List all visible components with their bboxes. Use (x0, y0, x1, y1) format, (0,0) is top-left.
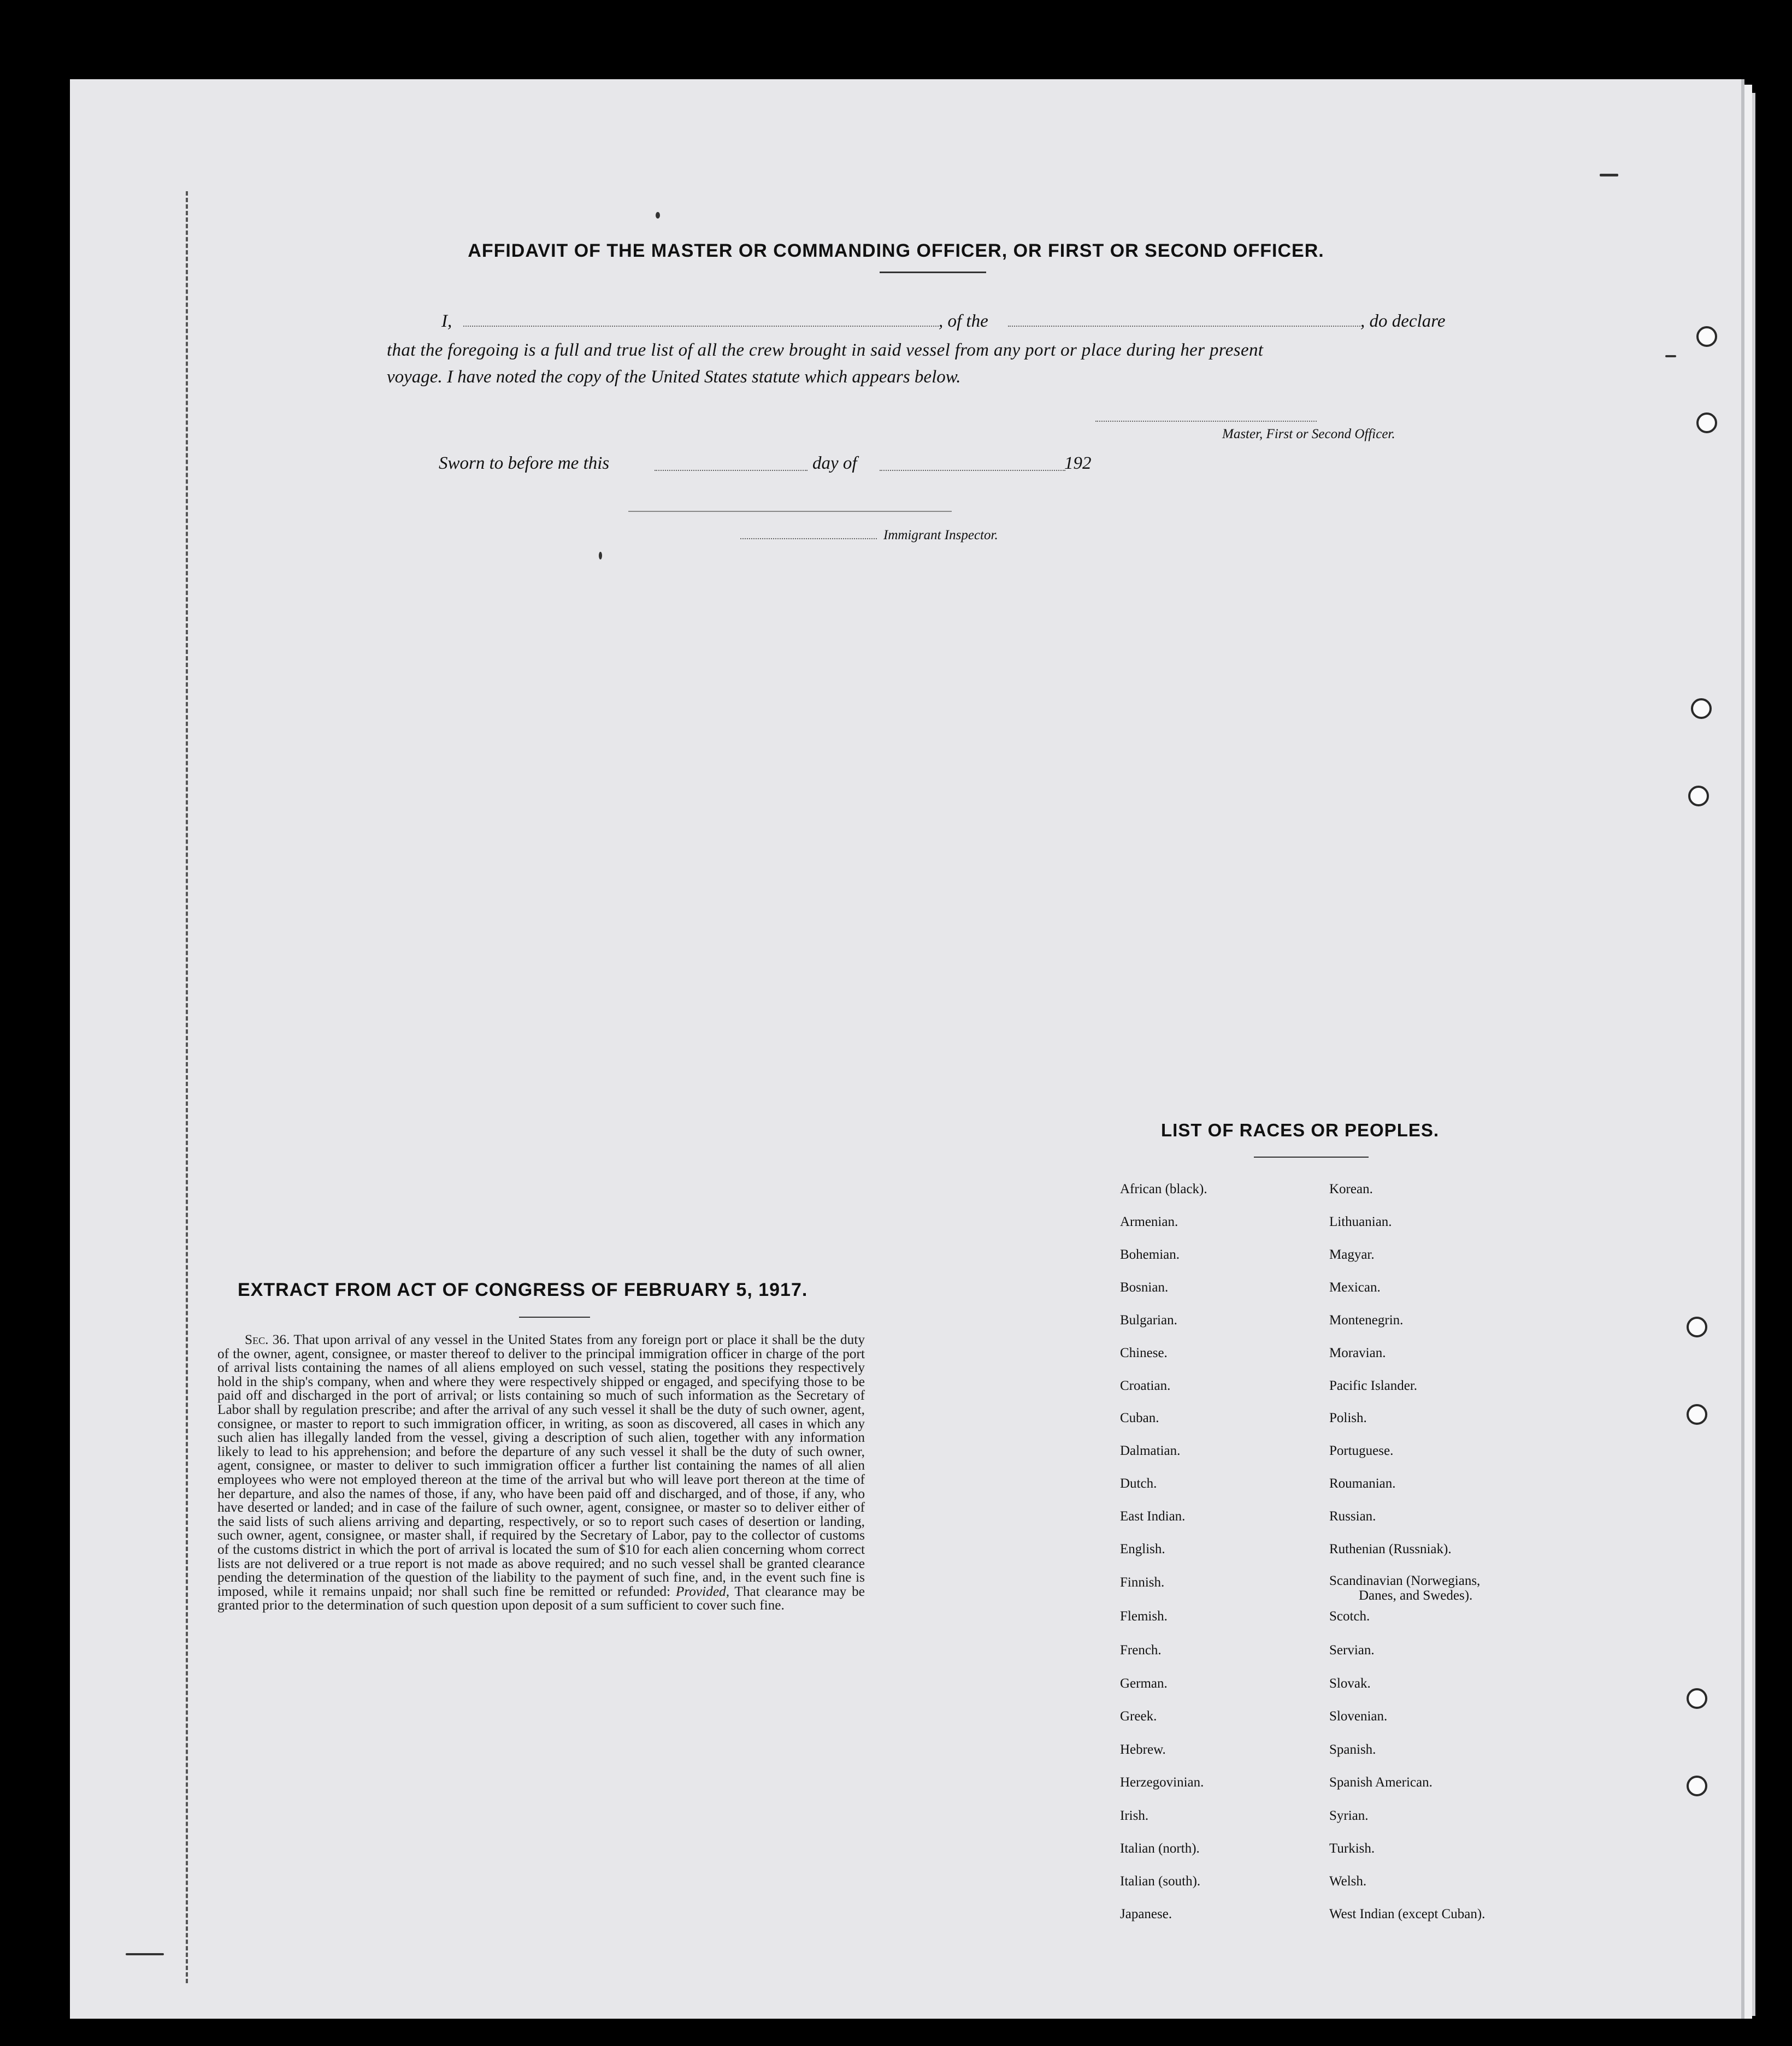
affidavit-title: AFFIDAVIT OF THE MASTER OR COMMANDING OFFICER, OR FIRST OR SECOND OFFICER. (468, 240, 1324, 261)
sworn-month-blank (880, 470, 1065, 471)
race-left: Bohemian. (1120, 1247, 1180, 1262)
race-left: Bosnian. (1120, 1280, 1169, 1295)
race-left: Dutch. (1120, 1476, 1157, 1491)
race-left: Hebrew. (1120, 1742, 1166, 1757)
race-right: Montenegrin. (1329, 1313, 1404, 1328)
ink-speck (599, 552, 602, 559)
race-right: Spanish American. (1329, 1775, 1433, 1790)
punch-hole (1688, 786, 1709, 806)
race-right: Ruthenian (Russniak). (1329, 1542, 1452, 1556)
inspector-label: Immigrant Inspector. (883, 528, 998, 543)
ink-mark (1665, 355, 1676, 357)
affidavit-i: I, (441, 311, 452, 331)
race-left: Greek. (1120, 1709, 1157, 1724)
race-left: Italian (north). (1120, 1841, 1200, 1856)
page-edge-shadow (1752, 93, 1755, 2016)
ink-mark (1600, 174, 1618, 176)
affidavit-of-the: , of the (939, 311, 988, 331)
proviso-text: That clearance may be granted prior to the determination of such question upon deposit of a sum sufficient to cover such fine. (217, 1583, 865, 1613)
affidavit-line2: that the foregoing is a full and true list of all the crew brought in said vessel from any port or place during her present (387, 340, 1264, 360)
race-left: Armenian. (1120, 1214, 1178, 1229)
race-left: Flemish. (1120, 1609, 1168, 1624)
race-right: Scotch. (1329, 1609, 1370, 1624)
races-title: LIST OF RACES OR PEOPLES. (1161, 1120, 1440, 1140)
section-label: Sec. 36. (245, 1332, 290, 1347)
race-left: African (black). (1120, 1182, 1207, 1196)
extract-title-underline (519, 1317, 590, 1318)
section-text: That upon arrival of any vessel in the United States from any foreign port or place it shall be the duty of the owner, agent, consignee, or master thereof to deliver to the principal immigration officer in charge of the port of arrival lists containing the names of all aliens employed on such vessel, stating the positions they respectively hold in the ship's company, when and where they were respectively shipped or engaged, and specifying those to be paid off and discharged in the port of arrival; or lists containing so much of such information as the Secretary of Labor shall by regulation prescribe; and after the arrival of any such vessel it shall be the duty of such owner, agent, consignee, or master to report to such immigration officer, in writing, as soon as discovered, all cases in which any such alien has illegally landed from the vessel, giving a description of such alien, together with any information likely to lead to his apprehension; and before the departure of any such vessel it shall be the duty of such owner, agent, consignee, or master to deliver to such immigration officer a further list containing the names of all alien employees who were not employed thereon at the time of the arrival but who will leave port thereon at the time of her departure, and also the names of those, if any, who have been paid off and discharged, and of those, if any, who have deserted or landed; and in case of the failure of such owner, agent, consignee, or master so to deliver either of the said lists of such aliens arriving and departing, respectively, or so to report such cases of desertion or landing, such owner, agent, consignee, or master shall, if required by the Secretary of Labor, pay to the collector of customs of the customs district in which the port of arrival is located the sum of $10 for each alien concerning whom correct lists are not delivered or a true report is not made as above required; and no such vessel shall be granted clearance pending the determination of the question of the liability to the payment of such fine, and, in the event such fine is imposed, while it remains unpaid; nor shall such fine be remitted or refunded: (217, 1332, 865, 1599)
race-left: Dalmatian. (1120, 1443, 1181, 1458)
race-left: English. (1120, 1542, 1165, 1556)
race-right: West Indian (except Cuban). (1329, 1907, 1486, 1921)
race-left: Finnish. (1120, 1575, 1165, 1590)
extract-body (217, 1333, 865, 1613)
sworn-year: 192 (1064, 453, 1092, 473)
race-left: German. (1120, 1676, 1168, 1691)
sworn-text: Sworn to before me this (439, 453, 610, 473)
ink-mark (126, 1953, 164, 1955)
race-left: Herzegovinian. (1120, 1775, 1204, 1790)
race-right: Spanish. (1329, 1742, 1376, 1757)
race-right: Slovenian. (1329, 1709, 1388, 1724)
race-left: Croatian. (1120, 1378, 1171, 1393)
punch-hole (1687, 1688, 1707, 1709)
race-right: Roumanian. (1329, 1476, 1396, 1491)
race-right: Syrian. (1329, 1808, 1369, 1823)
punch-hole (1687, 1317, 1707, 1337)
race-right: Portuguese. (1329, 1443, 1394, 1458)
sworn-day-of: day of (812, 453, 857, 473)
race-right: Mexican. (1329, 1280, 1381, 1295)
punch-hole (1696, 326, 1717, 347)
affidavit-line3: voyage. I have noted the copy of the United States statute which appears below. (387, 367, 961, 387)
race-right: Welsh. (1329, 1874, 1367, 1889)
proviso-label: Provided, (675, 1583, 730, 1599)
page-edge (1744, 85, 1752, 2019)
race-left: French. (1120, 1643, 1162, 1658)
title-underline (880, 272, 986, 273)
race-left: Italian (south). (1120, 1874, 1201, 1889)
name-blank (463, 326, 939, 327)
inspector-blank (740, 538, 877, 539)
race-right: Magyar. (1329, 1247, 1375, 1262)
race-right-continued: Danes, and Swedes). (1359, 1588, 1473, 1603)
sworn-day-blank (655, 470, 807, 471)
race-left: East Indian. (1120, 1509, 1186, 1524)
signature-label: Master, First or Second Officer. (1222, 427, 1395, 441)
race-right: Servian. (1329, 1643, 1375, 1658)
race-right: Pacific Islander. (1329, 1378, 1418, 1393)
affidavit-do-declare: , do declare (1360, 311, 1446, 331)
ink-speck (656, 212, 660, 219)
punch-hole (1691, 698, 1712, 719)
race-left: Irish. (1120, 1808, 1149, 1823)
inspector-signature-line (628, 511, 952, 512)
race-right: Russian. (1329, 1509, 1376, 1524)
race-right: Polish. (1329, 1411, 1367, 1425)
race-right: Moravian. (1329, 1346, 1386, 1360)
race-right: Scandinavian (Norwegians, (1329, 1573, 1481, 1588)
signature-blank (1095, 421, 1317, 422)
punch-hole (1687, 1404, 1707, 1425)
extract-title: EXTRACT FROM ACT OF CONGRESS OF FEBRUARY 5, 1917. (238, 1280, 808, 1300)
races-title-underline (1254, 1157, 1369, 1158)
race-right: Korean. (1329, 1182, 1373, 1196)
race-left: Bulgarian. (1120, 1313, 1177, 1328)
race-right: Turkish. (1329, 1841, 1375, 1856)
race-right: Slovak. (1329, 1676, 1371, 1691)
race-left: Japanese. (1120, 1907, 1172, 1921)
race-left: Cuban. (1120, 1411, 1159, 1425)
vessel-blank (1008, 326, 1360, 327)
race-right: Lithuanian. (1329, 1214, 1392, 1229)
punch-hole (1687, 1776, 1707, 1796)
punch-hole (1696, 412, 1717, 433)
binding-margin-line (186, 191, 188, 1983)
race-left: Chinese. (1120, 1346, 1168, 1360)
